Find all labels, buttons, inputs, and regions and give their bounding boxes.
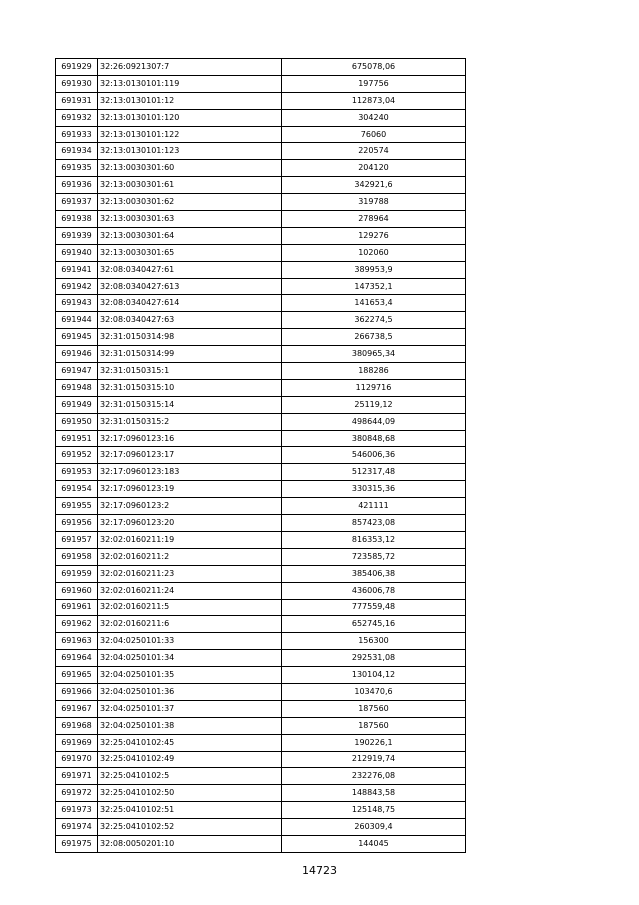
cadastral-number-cell: 32:13:0030301:61 (98, 177, 282, 194)
value-cell: 188286 (282, 363, 466, 380)
cadastral-number-cell: 32:08:0340427:63 (98, 312, 282, 329)
cadastral-number-cell: 32:02:0160211:24 (98, 582, 282, 599)
value-cell: 232276,08 (282, 768, 466, 785)
cadastral-number-cell: 32:04:0250101:38 (98, 717, 282, 734)
cadastral-number-cell: 32:31:0150314:99 (98, 346, 282, 363)
value-cell: 498644,09 (282, 413, 466, 430)
value-cell: 421111 (282, 498, 466, 515)
table-row (56, 413, 466, 430)
cadastral-number-cell: 32:04:0250101:33 (98, 633, 282, 650)
row-id-cell: 691953 (56, 464, 98, 481)
row-id-cell: 691949 (56, 396, 98, 413)
value-cell: 436006,78 (282, 582, 466, 599)
row-id-cell: 691929 (56, 59, 98, 76)
table-row (56, 211, 466, 228)
row-id-cell: 691965 (56, 667, 98, 684)
row-id-cell: 691936 (56, 177, 98, 194)
row-id-cell: 691970 (56, 751, 98, 768)
table-row (56, 717, 466, 734)
table-row (56, 515, 466, 532)
value-cell: 103470,6 (282, 683, 466, 700)
row-id-cell: 691967 (56, 700, 98, 717)
table-row (56, 379, 466, 396)
row-id-cell: 691933 (56, 126, 98, 143)
table-row (56, 430, 466, 447)
value-cell: 76060 (282, 126, 466, 143)
table-row (56, 819, 466, 836)
table-row (56, 464, 466, 481)
row-id-cell: 691939 (56, 227, 98, 244)
row-id-cell: 691960 (56, 582, 98, 599)
cadastral-number-cell: 32:13:0130101:122 (98, 126, 282, 143)
row-id-cell: 691952 (56, 447, 98, 464)
table-row (56, 278, 466, 295)
table-row (56, 244, 466, 261)
value-cell: 204120 (282, 160, 466, 177)
value-cell: 220574 (282, 143, 466, 160)
row-id-cell: 691972 (56, 785, 98, 802)
value-cell: 385406,38 (282, 565, 466, 582)
table-row (56, 295, 466, 312)
cadastral-number-cell: 32:17:0960123:20 (98, 515, 282, 532)
cadastral-number-cell: 32:04:0250101:36 (98, 683, 282, 700)
value-cell: 190226,1 (282, 734, 466, 751)
table-row (56, 700, 466, 717)
cadastral-number-cell: 32:02:0160211:2 (98, 548, 282, 565)
value-cell: 266738,5 (282, 329, 466, 346)
cadastral-number-cell: 32:17:0960123:183 (98, 464, 282, 481)
table-row (56, 75, 466, 92)
table-row (56, 109, 466, 126)
row-id-cell: 691969 (56, 734, 98, 751)
value-cell: 777559,48 (282, 599, 466, 616)
row-id-cell: 691942 (56, 278, 98, 295)
row-id-cell: 691973 (56, 802, 98, 819)
value-cell: 380848,68 (282, 430, 466, 447)
value-cell: 304240 (282, 109, 466, 126)
table-row (56, 177, 466, 194)
value-cell: 102060 (282, 244, 466, 261)
value-cell: 187560 (282, 700, 466, 717)
cadastral-number-cell: 32:31:0150315:2 (98, 413, 282, 430)
cadastral-number-cell: 32:31:0150315:14 (98, 396, 282, 413)
value-cell: 148843,58 (282, 785, 466, 802)
cadastral-number-cell: 32:13:0030301:63 (98, 211, 282, 228)
row-id-cell: 691957 (56, 531, 98, 548)
table-row (56, 447, 466, 464)
cadastral-number-cell: 32:25:0410102:5 (98, 768, 282, 785)
row-id-cell: 691935 (56, 160, 98, 177)
row-id-cell: 691964 (56, 650, 98, 667)
row-id-cell: 691968 (56, 717, 98, 734)
row-id-cell: 691974 (56, 819, 98, 836)
table-row (56, 194, 466, 211)
value-cell: 546006,36 (282, 447, 466, 464)
table-row (56, 802, 466, 819)
cadastral-number-cell: 32:13:0030301:60 (98, 160, 282, 177)
cadastral-number-cell: 32:25:0410102:51 (98, 802, 282, 819)
table-row (56, 329, 466, 346)
cadastral-number-cell: 32:31:0150314:98 (98, 329, 282, 346)
value-cell: 723585,72 (282, 548, 466, 565)
row-id-cell: 691948 (56, 379, 98, 396)
row-id-cell: 691975 (56, 835, 98, 852)
cadastral-number-cell: 32:25:0410102:52 (98, 819, 282, 836)
table-row (56, 835, 466, 852)
table-row (56, 126, 466, 143)
value-cell: 187560 (282, 717, 466, 734)
table-row (56, 582, 466, 599)
value-cell: 141653,4 (282, 295, 466, 312)
value-cell: 212919,74 (282, 751, 466, 768)
row-id-cell: 691955 (56, 498, 98, 515)
table-row (56, 312, 466, 329)
value-cell: 330315,36 (282, 481, 466, 498)
table-row (56, 667, 466, 684)
value-cell: 1129716 (282, 379, 466, 396)
table-row (56, 59, 466, 76)
cadastral-number-cell: 32:02:0160211:6 (98, 616, 282, 633)
value-cell: 512317,48 (282, 464, 466, 481)
table-row (56, 565, 466, 582)
cadastral-number-cell: 32:25:0410102:45 (98, 734, 282, 751)
row-id-cell: 691962 (56, 616, 98, 633)
value-cell: 380965,34 (282, 346, 466, 363)
value-cell: 197756 (282, 75, 466, 92)
row-id-cell: 691951 (56, 430, 98, 447)
table-row (56, 548, 466, 565)
value-cell: 319788 (282, 194, 466, 211)
table-row (56, 785, 466, 802)
cadastral-number-cell: 32:26:0921307:7 (98, 59, 282, 76)
table-row (56, 160, 466, 177)
table-row (56, 650, 466, 667)
row-id-cell: 691930 (56, 75, 98, 92)
cadastral-number-cell: 32:25:0410102:50 (98, 785, 282, 802)
cadastral-number-cell: 32:08:0340427:613 (98, 278, 282, 295)
cadastral-number-cell: 32:08:0050201:10 (98, 835, 282, 852)
row-id-cell: 691971 (56, 768, 98, 785)
row-id-cell: 691954 (56, 481, 98, 498)
value-cell: 130104,12 (282, 667, 466, 684)
row-id-cell: 691932 (56, 109, 98, 126)
table-row (56, 481, 466, 498)
row-id-cell: 691934 (56, 143, 98, 160)
table-row (56, 498, 466, 515)
value-cell: 292531,08 (282, 650, 466, 667)
row-id-cell: 691944 (56, 312, 98, 329)
row-id-cell: 691937 (56, 194, 98, 211)
cadastral-number-cell: 32:17:0960123:2 (98, 498, 282, 515)
cadastral-number-cell: 32:13:0130101:123 (98, 143, 282, 160)
row-id-cell: 691959 (56, 565, 98, 582)
table-row (56, 363, 466, 380)
value-cell: 147352,1 (282, 278, 466, 295)
value-cell: 129276 (282, 227, 466, 244)
value-cell: 25119,12 (282, 396, 466, 413)
table-row (56, 768, 466, 785)
data-table (55, 58, 466, 853)
row-id-cell: 691961 (56, 599, 98, 616)
value-cell: 675078,06 (282, 59, 466, 76)
value-cell: 816353,12 (282, 531, 466, 548)
cadastral-number-cell: 32:04:0250101:35 (98, 667, 282, 684)
cadastral-number-cell: 32:04:0250101:34 (98, 650, 282, 667)
cadastral-number-cell: 32:17:0960123:17 (98, 447, 282, 464)
row-id-cell: 691941 (56, 261, 98, 278)
table-row (56, 227, 466, 244)
cadastral-number-cell: 32:04:0250101:37 (98, 700, 282, 717)
value-cell: 278964 (282, 211, 466, 228)
row-id-cell: 691945 (56, 329, 98, 346)
table-row (56, 599, 466, 616)
row-id-cell: 691943 (56, 295, 98, 312)
row-id-cell: 691958 (56, 548, 98, 565)
row-id-cell: 691946 (56, 346, 98, 363)
table-row (56, 683, 466, 700)
cadastral-number-cell: 32:13:0130101:120 (98, 109, 282, 126)
cadastral-number-cell: 32:25:0410102:49 (98, 751, 282, 768)
value-cell: 144045 (282, 835, 466, 852)
value-cell: 362274,5 (282, 312, 466, 329)
table-row (56, 531, 466, 548)
value-cell: 342921,6 (282, 177, 466, 194)
cadastral-number-cell: 32:13:0030301:65 (98, 244, 282, 261)
table-body (56, 59, 466, 853)
table-row (56, 346, 466, 363)
row-id-cell: 691963 (56, 633, 98, 650)
value-cell: 389953,9 (282, 261, 466, 278)
cadastral-number-cell: 32:13:0030301:62 (98, 194, 282, 211)
value-cell: 112873,04 (282, 92, 466, 109)
table-row (56, 143, 466, 160)
table-row (56, 751, 466, 768)
value-cell: 156300 (282, 633, 466, 650)
cadastral-number-cell: 32:02:0160211:19 (98, 531, 282, 548)
row-id-cell: 691947 (56, 363, 98, 380)
cadastral-number-cell: 32:02:0160211:23 (98, 565, 282, 582)
cadastral-number-cell: 32:17:0960123:19 (98, 481, 282, 498)
cadastral-number-cell: 32:17:0960123:16 (98, 430, 282, 447)
cadastral-number-cell: 32:13:0130101:12 (98, 92, 282, 109)
row-id-cell: 691956 (56, 515, 98, 532)
row-id-cell: 691940 (56, 244, 98, 261)
value-cell: 125148,75 (282, 802, 466, 819)
table-row (56, 396, 466, 413)
cadastral-number-cell: 32:13:0130101:119 (98, 75, 282, 92)
value-cell: 857423,08 (282, 515, 466, 532)
row-id-cell: 691938 (56, 211, 98, 228)
cadastral-number-cell: 32:13:0030301:64 (98, 227, 282, 244)
table-row (56, 261, 466, 278)
value-cell: 652745,16 (282, 616, 466, 633)
cadastral-number-cell: 32:08:0340427:614 (98, 295, 282, 312)
cadastral-number-cell: 32:02:0160211:5 (98, 599, 282, 616)
row-id-cell: 691966 (56, 683, 98, 700)
value-cell: 260309,4 (282, 819, 466, 836)
table-row (56, 734, 466, 751)
table-row (56, 616, 466, 633)
table-row (56, 92, 466, 109)
cadastral-number-cell: 32:31:0150315:10 (98, 379, 282, 396)
cadastral-number-cell: 32:08:0340427:61 (98, 261, 282, 278)
row-id-cell: 691931 (56, 92, 98, 109)
cadastral-number-cell: 32:31:0150315:1 (98, 363, 282, 380)
page-number: 14723 (302, 864, 337, 877)
table-row (56, 633, 466, 650)
row-id-cell: 691950 (56, 413, 98, 430)
